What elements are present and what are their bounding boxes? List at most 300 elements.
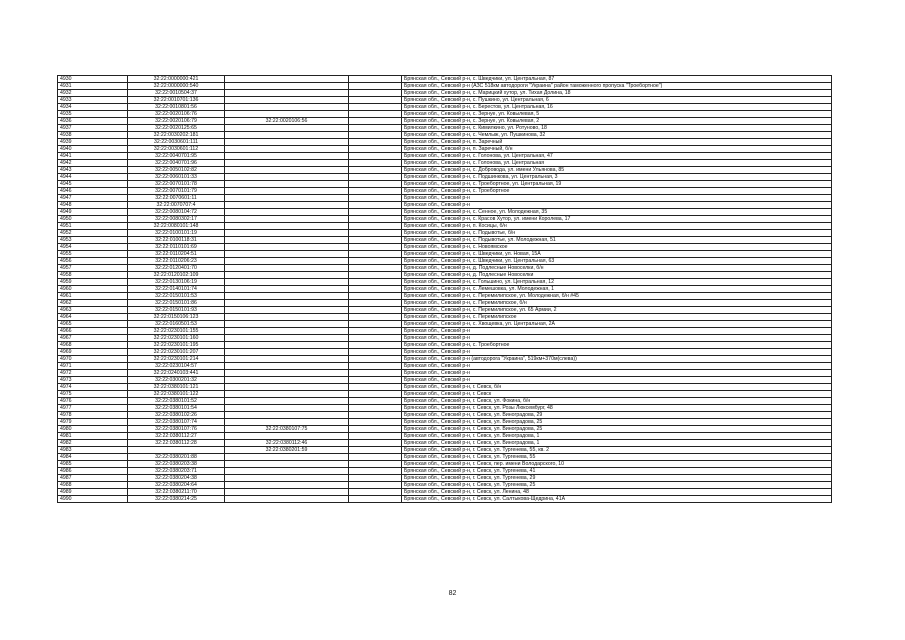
empty-cell bbox=[349, 468, 402, 475]
address-cell: Брянская обл., Севский р-н bbox=[402, 370, 832, 377]
linked-cadastral-number-cell bbox=[225, 377, 349, 384]
empty-cell bbox=[349, 244, 402, 251]
linked-cadastral-number-cell bbox=[225, 265, 349, 272]
cadastral-number-cell: 32:22:0000000:421 bbox=[128, 76, 225, 83]
empty-cell bbox=[349, 496, 402, 503]
empty-cell bbox=[349, 265, 402, 272]
cadastral-number-cell: 32:22:0230101:155 bbox=[128, 328, 225, 335]
empty-cell bbox=[349, 181, 402, 188]
address-cell: Брянская обл., Севский р-н, с. Хвощевка, ул. Центральная, 2А bbox=[402, 321, 832, 328]
table-row bbox=[58, 370, 832, 377]
table-row bbox=[58, 468, 832, 475]
linked-cadastral-number-cell bbox=[225, 209, 349, 216]
cadastral-number-cell: 32:22:0020125:65 bbox=[128, 125, 225, 132]
row-number-cell: 4940 bbox=[58, 146, 128, 153]
address-cell: Брянская обл., Севский р-н, г. Севск, ул. Виноградова, 25 bbox=[402, 426, 832, 433]
linked-cadastral-number-cell bbox=[225, 293, 349, 300]
linked-cadastral-number-cell bbox=[225, 391, 349, 398]
cadastral-number-cell: 32:22:0380101:54 bbox=[128, 405, 225, 412]
row-number-cell: 4988 bbox=[58, 482, 128, 489]
table-row bbox=[58, 146, 832, 153]
cadastral-number-cell: 32:22:0120401:70 bbox=[128, 265, 225, 272]
cadastral-number-cell: 32:22:0010701:136 bbox=[128, 97, 225, 104]
cadastral-number-cell: 32:22:0150106:123 bbox=[128, 314, 225, 321]
cadastral-number-cell: 32:22:0070601:11 bbox=[128, 195, 225, 202]
empty-cell bbox=[349, 405, 402, 412]
linked-cadastral-number-cell: 32:22:0380201:59 bbox=[225, 447, 349, 454]
linked-cadastral-number-cell bbox=[225, 461, 349, 468]
cadastral-number-cell: 32:22:0010801:56 bbox=[128, 104, 225, 111]
cadastral-number-cell: 32:22:0380211:70 bbox=[128, 489, 225, 496]
cadastral-number-cell: 32:22:0380101:52 bbox=[128, 398, 225, 405]
row-number-cell: 4951 bbox=[58, 223, 128, 230]
linked-cadastral-number-cell bbox=[225, 370, 349, 377]
address-cell: Брянская обл., Севский р-н, п. Косицы, б/н bbox=[402, 223, 832, 230]
linked-cadastral-number-cell bbox=[225, 153, 349, 160]
table-row bbox=[58, 286, 832, 293]
row-number-cell: 4939 bbox=[58, 139, 128, 146]
cadastral-number-cell: 32:22:0120102:109 bbox=[128, 272, 225, 279]
cadastral-number-cell: 32:22:0010504:37 bbox=[128, 90, 225, 97]
row-number-cell: 4958 bbox=[58, 272, 128, 279]
address-cell: Брянская обл., Севский р-н, с. Лемешовка, ул. Молодежная, 1 bbox=[402, 286, 832, 293]
table-row bbox=[58, 111, 832, 118]
row-number-cell: 4977 bbox=[58, 405, 128, 412]
cadastral-number-cell: 32:22:0080302:17 bbox=[128, 216, 225, 223]
table-row bbox=[58, 97, 832, 104]
table-row bbox=[58, 272, 832, 279]
empty-cell bbox=[349, 391, 402, 398]
empty-cell bbox=[349, 349, 402, 356]
row-number-cell: 4978 bbox=[58, 412, 128, 419]
address-cell: Брянская обл., Севский р-н, с. Перемилипское, ул. Молодежная, б/н #45 bbox=[402, 293, 832, 300]
address-cell: Брянская обл., Севский р-н, г. Севск, ул. Тургенева, 55 bbox=[402, 454, 832, 461]
empty-cell bbox=[349, 223, 402, 230]
table-row bbox=[58, 461, 832, 468]
linked-cadastral-number-cell bbox=[225, 342, 349, 349]
address-cell: Брянская обл., Севский р-н, г. Севск, ул. Тургенева, 55, кв. 2 bbox=[402, 447, 832, 454]
empty-cell bbox=[349, 300, 402, 307]
linked-cadastral-number-cell: 32:22:0020106:56 bbox=[225, 118, 349, 125]
linked-cadastral-number-cell bbox=[225, 160, 349, 167]
row-number-cell: 4975 bbox=[58, 391, 128, 398]
empty-cell bbox=[349, 356, 402, 363]
cadastral-number-cell: 32:22:0380204:38 bbox=[128, 475, 225, 482]
empty-cell bbox=[349, 76, 402, 83]
empty-cell bbox=[349, 272, 402, 279]
linked-cadastral-number-cell bbox=[225, 307, 349, 314]
linked-cadastral-number-cell bbox=[225, 321, 349, 328]
address-cell: Брянская обл., Севский р-н, с. Берестов, ул. Центральная, 16 bbox=[402, 104, 832, 111]
address-cell: Брянская обл., Севский р-н bbox=[402, 195, 832, 202]
empty-cell bbox=[349, 447, 402, 454]
cadastral-number-cell: 32:22:0230101:214 bbox=[128, 356, 225, 363]
cadastral-number-cell: 32:22:0040701:96 bbox=[128, 160, 225, 167]
address-cell: Брянская обл., Севский р-н, д. Подлесные Новоселки bbox=[402, 272, 832, 279]
row-number-cell: 4938 bbox=[58, 132, 128, 139]
row-number-cell: 4966 bbox=[58, 328, 128, 335]
table-row bbox=[58, 139, 832, 146]
cadastral-number-cell: 32:22:0100118:31 bbox=[128, 237, 225, 244]
linked-cadastral-number-cell bbox=[225, 139, 349, 146]
empty-cell bbox=[349, 209, 402, 216]
empty-cell bbox=[349, 146, 402, 153]
cadastral-number-cell: 32:22:0150101:53 bbox=[128, 293, 225, 300]
row-number-cell: 4943 bbox=[58, 167, 128, 174]
table-row bbox=[58, 104, 832, 111]
empty-cell bbox=[349, 97, 402, 104]
address-cell: Брянская обл., Севский р-н, с. Троебортное, ул. Центральная, 19 bbox=[402, 181, 832, 188]
address-cell: Брянская обл., Севский р-н, г. Севск, пер. имени Володарского, 10 bbox=[402, 461, 832, 468]
linked-cadastral-number-cell bbox=[225, 167, 349, 174]
linked-cadastral-number-cell bbox=[225, 132, 349, 139]
empty-cell bbox=[349, 482, 402, 489]
cadastral-number-cell: 32:22:0380101:122 bbox=[128, 391, 225, 398]
row-number-cell: 4954 bbox=[58, 244, 128, 251]
table-row bbox=[58, 223, 832, 230]
row-number-cell: 4967 bbox=[58, 335, 128, 342]
row-number-cell: 4949 bbox=[58, 209, 128, 216]
empty-cell bbox=[349, 440, 402, 447]
empty-cell bbox=[349, 132, 402, 139]
linked-cadastral-number-cell bbox=[225, 111, 349, 118]
linked-cadastral-number-cell bbox=[225, 258, 349, 265]
linked-cadastral-number-cell bbox=[225, 398, 349, 405]
table-row bbox=[58, 83, 832, 90]
address-cell: Брянская обл., Севский р-н, с. Перемилипское, ул. 65 Армии, 2 bbox=[402, 307, 832, 314]
row-number-cell: 4963 bbox=[58, 307, 128, 314]
linked-cadastral-number-cell bbox=[225, 202, 349, 209]
cadastral-number-cell: 32:22:0380107:76 bbox=[128, 426, 225, 433]
address-cell: Брянская обл., Севский р-н, с. Красов Хутор, ул. имени Королева, 17 bbox=[402, 216, 832, 223]
cadastral-number-cell: 32:22:0380214:25 bbox=[128, 496, 225, 503]
address-cell: Брянская обл., Севский р-н bbox=[402, 335, 832, 342]
linked-cadastral-number-cell bbox=[225, 223, 349, 230]
table-row bbox=[58, 419, 832, 426]
row-number-cell: 4974 bbox=[58, 384, 128, 391]
cadastral-number-cell: 32:22:0100101:19 bbox=[128, 230, 225, 237]
linked-cadastral-number-cell bbox=[225, 433, 349, 440]
empty-cell bbox=[349, 160, 402, 167]
table-row bbox=[58, 356, 832, 363]
linked-cadastral-number-cell bbox=[225, 230, 349, 237]
address-cell: Брянская обл., Севский р-н, г. Севск, ул. Тургенева, 41 bbox=[402, 468, 832, 475]
cadastral-number-cell: 32:22:0030601:111 bbox=[128, 139, 225, 146]
cadastral-number-cell: 32:22:0380201:88 bbox=[128, 454, 225, 461]
linked-cadastral-number-cell bbox=[225, 405, 349, 412]
cadastral-number-cell: 32:22:0240103:441 bbox=[128, 370, 225, 377]
table-row bbox=[58, 454, 832, 461]
row-number-cell: 4952 bbox=[58, 230, 128, 237]
row-number-cell: 4959 bbox=[58, 279, 128, 286]
table-row bbox=[58, 167, 832, 174]
cadastral-number-cell: 32:22:0040701:95 bbox=[128, 153, 225, 160]
table-row bbox=[58, 188, 832, 195]
cadastral-number-cell: 32:22:0050102:82 bbox=[128, 167, 225, 174]
linked-cadastral-number-cell bbox=[225, 188, 349, 195]
address-cell: Брянская обл., Севский р-н bbox=[402, 349, 832, 356]
table-row bbox=[58, 195, 832, 202]
address-cell: Брянская обл., Севский р-н, г. Севск, ул. Тургенева, 29 bbox=[402, 475, 832, 482]
cadastral-number-cell: 32:22:0160501:53 bbox=[128, 321, 225, 328]
cadastral-number-cell: 32:22:0060101:33 bbox=[128, 174, 225, 181]
address-cell: Брянская обл., Севский р-н, с. Подшинкова, ул. Центральная, 3 bbox=[402, 174, 832, 181]
linked-cadastral-number-cell bbox=[225, 349, 349, 356]
empty-cell bbox=[349, 90, 402, 97]
cadastral-number-cell: 32:22:0080104:72 bbox=[128, 209, 225, 216]
empty-cell bbox=[349, 426, 402, 433]
address-cell: Брянская обл., Севский р-н, п. Заречный, б/н bbox=[402, 146, 832, 153]
linked-cadastral-number-cell bbox=[225, 482, 349, 489]
table-row bbox=[58, 335, 832, 342]
empty-cell bbox=[349, 370, 402, 377]
row-number-cell: 4986 bbox=[58, 468, 128, 475]
row-number-cell: 4944 bbox=[58, 174, 128, 181]
address-cell: Брянская обл., Севский р-н, с. Чемлыж, ул. Пушкинова, 32 bbox=[402, 132, 832, 139]
table-row bbox=[58, 293, 832, 300]
address-cell: Брянская обл., Севский р-н, с. Сенное, ул. Молодежная, 35 bbox=[402, 209, 832, 216]
cadastral-number-cell: 32:22:0080101:148 bbox=[128, 223, 225, 230]
empty-cell bbox=[349, 279, 402, 286]
row-number-cell: 4933 bbox=[58, 97, 128, 104]
linked-cadastral-number-cell: 32:22:0380112:46 bbox=[225, 440, 349, 447]
empty-cell bbox=[349, 433, 402, 440]
table-row bbox=[58, 398, 832, 405]
table-row bbox=[58, 209, 832, 216]
row-number-cell: 4987 bbox=[58, 475, 128, 482]
table-row bbox=[58, 118, 832, 125]
address-cell: Брянская обл., Севский р-н bbox=[402, 202, 832, 209]
table-row bbox=[58, 482, 832, 489]
address-cell: Брянская обл., Севский р-н, с. Гольшино, ул. Центральная, 12 bbox=[402, 279, 832, 286]
linked-cadastral-number-cell bbox=[225, 468, 349, 475]
linked-cadastral-number-cell bbox=[225, 76, 349, 83]
table-row bbox=[58, 440, 832, 447]
cadastral-number-cell: 32:22:0230101:195 bbox=[128, 342, 225, 349]
row-number-cell: 4965 bbox=[58, 321, 128, 328]
linked-cadastral-number-cell bbox=[225, 419, 349, 426]
address-cell: Брянская обл., Севский р-н, с. Подывотье, ул. Молодежная, 51 bbox=[402, 237, 832, 244]
row-number-cell: 4972 bbox=[58, 370, 128, 377]
address-cell: Брянская обл., Севский р-н, с. Голонова, ул. Центральная bbox=[402, 160, 832, 167]
table-row bbox=[58, 321, 832, 328]
table-row bbox=[58, 377, 832, 384]
address-cell: Брянская обл., Севский р-н, с. Троебортное bbox=[402, 188, 832, 195]
empty-cell bbox=[349, 321, 402, 328]
table-row bbox=[58, 258, 832, 265]
row-number-cell: 4945 bbox=[58, 181, 128, 188]
empty-cell bbox=[349, 454, 402, 461]
cadastral-number-cell: 32:22:0070101:78 bbox=[128, 181, 225, 188]
row-number-cell: 4937 bbox=[58, 125, 128, 132]
empty-cell bbox=[349, 293, 402, 300]
address-cell: Брянская обл., Севский р-н, с. Новоямское bbox=[402, 244, 832, 251]
row-number-cell: 4947 bbox=[58, 195, 128, 202]
linked-cadastral-number-cell bbox=[225, 328, 349, 335]
empty-cell bbox=[349, 307, 402, 314]
row-number-cell: 4936 bbox=[58, 118, 128, 125]
table-row bbox=[58, 230, 832, 237]
address-cell: Брянская обл., Севский р-н, с. Голонова, ул. Центральная, 47 bbox=[402, 153, 832, 160]
table-row bbox=[58, 202, 832, 209]
cadastral-number-cell: 32:22:0300201:32 bbox=[128, 377, 225, 384]
empty-cell bbox=[349, 202, 402, 209]
table-row bbox=[58, 279, 832, 286]
empty-cell bbox=[349, 125, 402, 132]
empty-cell bbox=[349, 286, 402, 293]
table-row bbox=[58, 300, 832, 307]
address-cell: Брянская обл., Севский р-н, с. Перемилипское, б/н bbox=[402, 300, 832, 307]
empty-cell bbox=[349, 111, 402, 118]
table-row bbox=[58, 342, 832, 349]
empty-cell bbox=[349, 167, 402, 174]
row-number-cell: 4973 bbox=[58, 377, 128, 384]
linked-cadastral-number-cell bbox=[225, 97, 349, 104]
linked-cadastral-number-cell bbox=[225, 104, 349, 111]
cadastral-number-cell: 32:22:0380203:71 bbox=[128, 468, 225, 475]
linked-cadastral-number-cell bbox=[225, 244, 349, 251]
linked-cadastral-number-cell bbox=[225, 83, 349, 90]
address-cell: Брянская обл., Севский р-н, г. Севск, ул. Виноградова, 29 bbox=[402, 412, 832, 419]
address-cell: Брянская обл., Севский р-н, с. Марицкий хутор, ул. Тихая Долина, 18 bbox=[402, 90, 832, 97]
address-cell: Брянская обл., Севский р-н (автодорога "Украина", 519км+370м(слева)) bbox=[402, 356, 832, 363]
address-cell: Брянская обл., Севский р-н, г. Севск, ул. Салтыкова-Щедрина, 41А bbox=[402, 496, 832, 503]
address-cell: Брянская обл., Севский р-н, с. Добровода, ул. имени Ульянова, 85 bbox=[402, 167, 832, 174]
cadastral-number-cell: 32:22:0230101:207 bbox=[128, 349, 225, 356]
table-row bbox=[58, 132, 832, 139]
linked-cadastral-number-cell bbox=[225, 251, 349, 258]
empty-cell bbox=[349, 377, 402, 384]
cadastral-number-cell: 32:22:0150101:86 bbox=[128, 300, 225, 307]
row-number-cell: 4985 bbox=[58, 461, 128, 468]
address-cell: Брянская обл., Севский р-н bbox=[402, 377, 832, 384]
address-cell: Брянская обл., Севский р-н, г. Севск, ул. Ленина, 48 bbox=[402, 489, 832, 496]
row-number-cell: 4932 bbox=[58, 90, 128, 97]
address-cell: Брянская обл., Севский р-н, г. Севск, ул. Виноградова, 1 bbox=[402, 433, 832, 440]
row-number-cell: 4981 bbox=[58, 433, 128, 440]
cadastral-number-cell: 32:22:0070707:4 bbox=[128, 202, 225, 209]
row-number-cell: 4961 bbox=[58, 293, 128, 300]
row-number-cell: 4953 bbox=[58, 237, 128, 244]
table-row bbox=[58, 265, 832, 272]
cadastral-number-cell: 32:22:0110206:23 bbox=[128, 258, 225, 265]
empty-cell bbox=[349, 328, 402, 335]
table-row bbox=[58, 90, 832, 97]
cadastral-number-cell: 32:22:0380102:26 bbox=[128, 412, 225, 419]
cadastral-number-cell: 32:22:0380112:27 bbox=[128, 433, 225, 440]
linked-cadastral-number-cell bbox=[225, 454, 349, 461]
cadastral-number-cell: 32:22:0380101:121 bbox=[128, 384, 225, 391]
table-row bbox=[58, 328, 832, 335]
address-cell: Брянская обл., Севский р-н, д. Подлесные Новоселки, б/н bbox=[402, 265, 832, 272]
table-row bbox=[58, 125, 832, 132]
linked-cadastral-number-cell bbox=[225, 146, 349, 153]
address-cell: Брянская обл., Севский р-н, п. Заречный bbox=[402, 139, 832, 146]
linked-cadastral-number-cell bbox=[225, 489, 349, 496]
cadastral-number-cell: 32:22:0000000:540 bbox=[128, 83, 225, 90]
cadastral-number-cell: 32:22:0020106:79 bbox=[128, 118, 225, 125]
row-number-cell: 4971 bbox=[58, 363, 128, 370]
empty-cell bbox=[349, 314, 402, 321]
cadastral-number-cell: 32:22:0110101:69 bbox=[128, 244, 225, 251]
row-number-cell: 4980 bbox=[58, 426, 128, 433]
address-cell: Брянская обл., Севский р-н (АЗС 518км автодороги "Украина" район таможенного пропуска "Троебортное") bbox=[402, 83, 832, 90]
empty-cell bbox=[349, 419, 402, 426]
page-number: 82 bbox=[448, 590, 457, 597]
registry-table-body bbox=[58, 76, 832, 503]
row-number-cell: 4962 bbox=[58, 300, 128, 307]
address-cell: Брянская обл., Севский р-н, с. Шведчики, ул. Новая, 15А bbox=[402, 251, 832, 258]
empty-cell bbox=[349, 398, 402, 405]
empty-cell bbox=[349, 342, 402, 349]
address-cell: Брянская обл., Севский р-н, с. Кимилкино, ул. Ротуново, 18 bbox=[402, 125, 832, 132]
cadastral-number-cell: 32:22:0130106:19 bbox=[128, 279, 225, 286]
linked-cadastral-number-cell: 32:22:0380107:75 bbox=[225, 426, 349, 433]
empty-cell bbox=[349, 195, 402, 202]
cadastral-number-cell: 32:22:0380204:64 bbox=[128, 482, 225, 489]
empty-cell bbox=[349, 104, 402, 111]
row-number-cell: 4942 bbox=[58, 160, 128, 167]
linked-cadastral-number-cell bbox=[225, 286, 349, 293]
cadastral-number-cell: 32:22:0030202:181 bbox=[128, 132, 225, 139]
address-cell: Брянская обл., Севский р-н, г. Севск, ул. Фокина, б/н bbox=[402, 398, 832, 405]
address-cell: Брянская обл., Севский р-н, с. Пушкино, ул. Центральная, 6 bbox=[402, 97, 832, 104]
linked-cadastral-number-cell bbox=[225, 125, 349, 132]
row-number-cell: 4957 bbox=[58, 265, 128, 272]
row-number-cell: 4970 bbox=[58, 356, 128, 363]
address-cell: Брянская обл., Севский р-н, г. Севск, ул. Виноградова, 1 bbox=[402, 440, 832, 447]
table-row bbox=[58, 314, 832, 321]
empty-cell bbox=[349, 475, 402, 482]
empty-cell bbox=[349, 230, 402, 237]
linked-cadastral-number-cell bbox=[225, 279, 349, 286]
table-row bbox=[58, 412, 832, 419]
cadastral-number-cell: 32:22:0230101:160 bbox=[128, 335, 225, 342]
linked-cadastral-number-cell bbox=[225, 412, 349, 419]
row-number-cell: 4989 bbox=[58, 489, 128, 496]
linked-cadastral-number-cell bbox=[225, 384, 349, 391]
cadastral-number-cell: 32:22:0030601:112 bbox=[128, 146, 225, 153]
linked-cadastral-number-cell bbox=[225, 300, 349, 307]
empty-cell bbox=[349, 258, 402, 265]
row-number-cell: 4931 bbox=[58, 83, 128, 90]
linked-cadastral-number-cell bbox=[225, 90, 349, 97]
table-row bbox=[58, 237, 832, 244]
linked-cadastral-number-cell bbox=[225, 174, 349, 181]
table-row bbox=[58, 405, 832, 412]
linked-cadastral-number-cell bbox=[225, 216, 349, 223]
address-cell: Брянская обл., Севский р-н, г. Севск, б/н bbox=[402, 384, 832, 391]
cadastral-number-cell: 32:22:0110204:51 bbox=[128, 251, 225, 258]
cadastral-number-cell: 32:22:0230104:57 bbox=[128, 363, 225, 370]
table-row bbox=[58, 307, 832, 314]
row-number-cell: 4979 bbox=[58, 419, 128, 426]
empty-cell bbox=[349, 251, 402, 258]
table-row bbox=[58, 489, 832, 496]
address-cell: Брянская обл., Севский р-н, с. Подывотье, б/н bbox=[402, 230, 832, 237]
table-row bbox=[58, 153, 832, 160]
empty-cell bbox=[349, 174, 402, 181]
table-row bbox=[58, 496, 832, 503]
table-row bbox=[58, 174, 832, 181]
table-row bbox=[58, 391, 832, 398]
cadastral-number-cell: 32:22:0020106:76 bbox=[128, 111, 225, 118]
address-cell: Брянская обл., Севский р-н, с. Троебортное bbox=[402, 342, 832, 349]
linked-cadastral-number-cell bbox=[225, 181, 349, 188]
cadastral-number-cell: 32:22:0380107:74 bbox=[128, 419, 225, 426]
table-row bbox=[58, 384, 832, 391]
empty-cell bbox=[349, 188, 402, 195]
